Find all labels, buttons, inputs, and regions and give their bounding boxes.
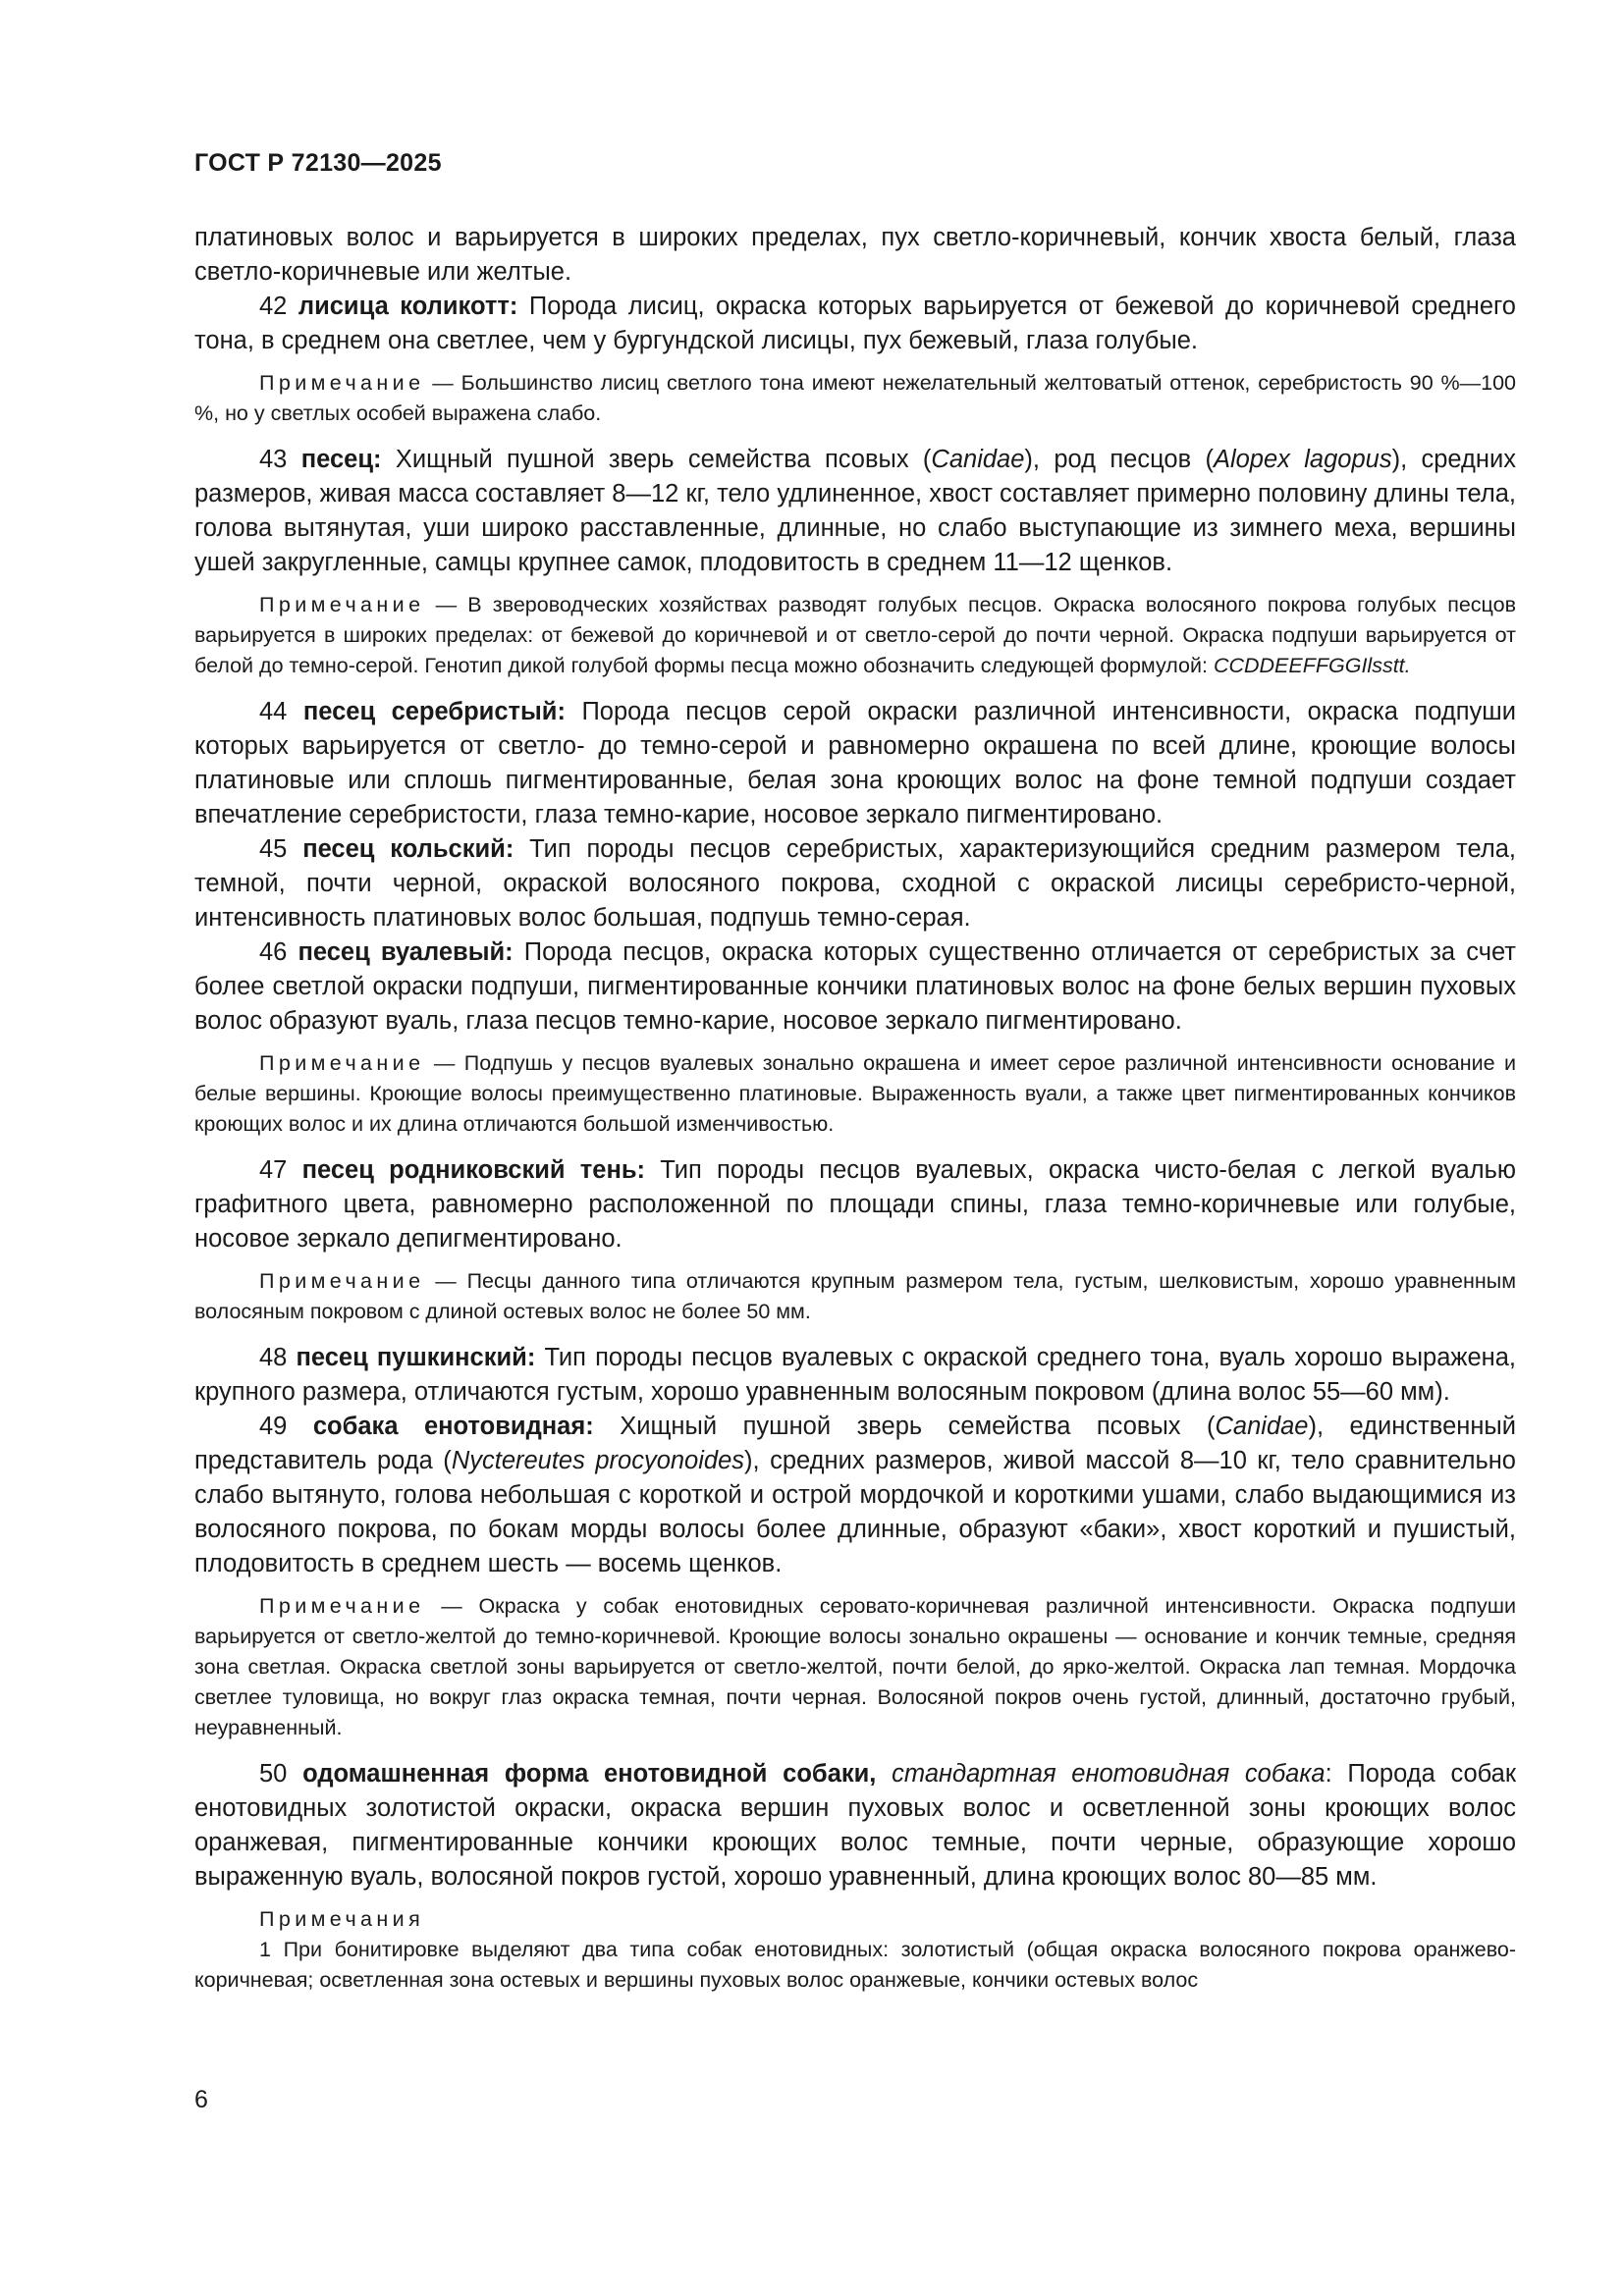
genotype-formula: CCDDEEFFGGIlsstt. <box>1213 654 1411 677</box>
notes-heading <box>194 1904 1516 1935</box>
term-synonym: стандартная енотовидная собака <box>892 1760 1326 1788</box>
page-number: 6 <box>194 2086 208 2113</box>
note-text: В звероводческих хозяйствах разводят голубых песцов. Окраска волосяного покрова голубых песцов варьируется в широких пределах: от бежевой до коричневой и от светло-серой до почти черной. Окраска подпуши варьируется от белой до темно-серой. Генотип дикой голубой формы песца можно обозначить следующей формулой: <box>194 593 1516 677</box>
entry-number: 42 <box>259 293 288 320</box>
term-definition-part: Хищный пушной зверь семейства псовых ( <box>620 1413 1216 1440</box>
term-definition: Тип породы песцов вуалевых с окраской среднего тона, вуаль хорошо выражена, крупного размера, отличаются густым, хорошо уравненным волосяным покровом (длина волос 55—60 мм). <box>194 1344 1516 1406</box>
note-text: Песцы данного типа отличаются крупным размером тела, густым, шелковистым, хорошо уравненным волосяным покровом с длиной остевых волос не более 50 мм. <box>194 1269 1516 1323</box>
term-entry-44 <box>194 695 1516 832</box>
term-definition: Порода песцов, окраска которых существенно отличается от серебристых за счет более светлой окраски подпуши, пигментированные кончики платиновых волос на фоне белых вершин пуховых волос образуют вуаль, глаза песцов темно-карие, носовое зеркало пигментировано. <box>194 938 1516 1035</box>
note-43: Примечание — В звероводческих хозяйствах разводят голубых песцов. Окраска волосяного покрова голубых песцов варьируется в широких пределах: от бежевой до коричневой и от светло-серой до почти черной. Окраска подпуши варьируется от белой до темно-серой. Генотип дикой голубой формы песца можно обозначить следующей формулой: CCDDEEFFGGIlsstt. <box>194 593 1516 677</box>
term-definition: Тип породы песцов вуалевых, окраска чисто-белая с легкой вуалью графитного цвета, равномерно расположенной по площади спины, глаза темно-коричневые или голубые, носовое зеркало депигментировано. <box>194 1156 1517 1253</box>
term-definition-part: ), средних размеров, живой массой 8—10 кг, тело сравнительно слабо вытянуто, голова небольшая с короткой и острой мордочкой и короткими ушами, слабо выдающимися из волосяного покрова, по бокам морды волосы более длинные, образуют «баки», хвост короткий и пушистый, плодовитость в среднем шесть — восемь щенков. <box>194 1447 1516 1577</box>
note-label: Примечание <box>259 593 425 616</box>
entry-number: 49 <box>259 1413 288 1440</box>
term-name: песец кольский: <box>302 835 514 863</box>
term-name: песец: <box>300 446 382 473</box>
document-body <box>194 221 1516 1996</box>
term-definition: Порода лисиц, окраска которых варьируется от бежевой до коричневой среднего тона, в среднем она светлее, чем у бургундской лисицы, пух бежевый, глаза голубые. <box>194 293 1516 354</box>
entry-number: 44 <box>259 698 288 725</box>
term-entry-50: 50 одомашненная форма енотовидной собаки, стандартная енотовидная собака: Порода собак енотовидных золотистой окраски, окраска вершин пуховых волос и осветленной зоны кроющих волос оранжевая, пигментированные кончики кроющих волос темные, почти черные, образующие хорошо выраженную вуаль, волосяной покров густой, хорошо уравненный, длина кроющих волос 80—85 мм. <box>194 1760 1517 1891</box>
note-label: Примечание <box>259 1051 425 1075</box>
term-definition-part: ), род песцов ( <box>1024 446 1214 473</box>
note-label: Примечание <box>259 1594 425 1618</box>
paragraph-continuation <box>194 221 1516 290</box>
note-text: Окраска у собак енотовидных серовато-коричневая различной интенсивности. Окраска подпуши варьируется от светло-желтой до темно-коричневой. Кроющие волосы зонально окрашены — основание и кончик темные, средняя зона светлая. Окраска светлой зоны варьируется от светло-желтой, почти белой, до ярко-желтой. Окраска лап темная. Мордочка светлее туловища, но вокруг глаз окраска темная, почти черная. Волосяной покров очень густой, длинный, достаточно грубый, неуравненный. <box>194 1594 1516 1739</box>
term-name: одомашненная форма енотовидной собаки, <box>302 1760 877 1788</box>
term-name: песец серебристый: <box>302 698 566 725</box>
term-definition: Тип породы песцов серебристых, характеризующийся средним размером тела, темной, почти черной, окраской волосяного покрова, сходной с окраской лисицы серебристо-черной, интенсивность платиновых волос большая, подпушь темно-серая. <box>194 835 1516 932</box>
note-label: Примечание <box>259 371 425 395</box>
note-text: Большинство лисиц светлого тона имеют нежелательный желтоватый оттенок, серебристость 90 %—100 %, но у светлых особей выражена слабо. <box>194 371 1517 425</box>
term-entry-46 <box>194 935 1516 1039</box>
entry-number: 45 <box>259 835 288 863</box>
latin-name: Canidae <box>931 446 1025 473</box>
term-name: собака енотовидная: <box>312 1413 594 1440</box>
term-name: песец родниковский тень: <box>301 1156 646 1184</box>
latin-name: Nyctereutes procyonoides <box>451 1447 745 1474</box>
note-42: Примечание — Большинство лисиц светлого тона имеют нежелательный желтоватый оттенок, серебристость 90 %—100 %, но у светлых особей выражена слабо. <box>194 371 1517 425</box>
term-definition: Порода собак енотовидных золотистой окраски, окраска вершин пуховых волос и осветленной зоны кроющих волос оранжевая, пигментированные кончики кроющих волос темные, почти черные, образующие хорошо выраженную вуаль, волосяной покров густой, хорошо уравненный, длина кроющих волос 80—85 мм. <box>194 1760 1517 1891</box>
latin-name: Alopex lagopus <box>1213 446 1392 473</box>
term-definition: Порода песцов серой окраски различной интенсивности, окраска подпуши которых варьируется от светло- до темно-серой и равномерно окрашена по всей длине, кроющие волосы платиновые или сплошь пигментированные, белая зона кроющих волос на фоне темной подпуши создает впечатление серебристости, глаза темно-карие, носовое зеркало пигментировано. <box>194 698 1516 828</box>
entry-number: 48 <box>259 1344 288 1371</box>
entry-number: 50 <box>259 1760 288 1788</box>
latin-name: Canidae <box>1215 1413 1309 1440</box>
term-name: песец пушкинский: <box>296 1344 536 1371</box>
term-name: песец вуалевый: <box>298 938 514 966</box>
note-47: Примечание — Песцы данного типа отличаются крупным размером тела, густым, шелковистым, хорошо уравненным волосяным покровом с длиной остевых волос не более 50 мм. <box>194 1269 1516 1323</box>
document-code: ГОСТ Р 72130—2025 <box>194 149 442 177</box>
note-49: Примечание — Окраска у собак енотовидных серовато-коричневая различной интенсивности. Окраска подпуши варьируется от светло-желтой до темно-коричневой. Кроющие волосы зонально окрашены — основание и кончик темные, средняя зона светлая. Окраска светлой зоны варьируется от светло-желтой, почти белой, до ярко-желтой. Окраска лап темная. Мордочка светлее туловища, но вокруг глаз окраска темная, почти черная. Волосяной покров очень густой, длинный, достаточно грубый, неуравненный. <box>194 1594 1516 1739</box>
note-46: Примечание — Подпушь у песцов вуалевых зонально окрашена и имеет серое различной интенсивности основание и белые вершины. Кроющие волосы преимущественно платиновые. Выраженность вуали, а также цвет пигментированных кончиков кроющих волос и их длина отличаются большой изменчивостью. <box>194 1051 1516 1136</box>
note-item-number: 1 <box>259 1938 271 1961</box>
entry-number: 46 <box>259 938 288 966</box>
entry-number: 43 <box>259 446 288 473</box>
term-definition-part: ), средних размеров, живая масса составляет 8—12 кг, тело удлиненное, хвост составляет примерно половину длины тела, голова вытянутая, уши широко расставленные, длинные, но слабо выступающие из зимнего меха, вершины ушей закругленные, самцы крупнее самок, плодовитость в среднем 11—12 щенков. <box>194 446 1516 576</box>
entry-number: 47 <box>259 1156 288 1184</box>
note-item-text: При бонитировке выделяют два типа собак енотовидных: золотистый (общая окраска волосяного покрова оранжево-коричневая; осветленная зона остевых и вершины пуховых волос оранжевые, кончики остевых волос <box>194 1938 1516 1992</box>
term-entry-48 <box>194 1341 1516 1410</box>
note-text: Подпушь у песцов вуалевых зонально окрашена и имеет серое различной интенсивности основание и белые вершины. Кроющие волосы преимущественно платиновые. Выраженность вуали, а также цвет пигментированных кончиков кроющих волос и их длина отличаются большой изменчивостью. <box>194 1051 1516 1136</box>
note-label: Примечание <box>259 1269 425 1293</box>
term-entry-43 <box>194 443 1516 580</box>
note-item-1 <box>194 1935 1516 1996</box>
term-entry-45 <box>194 832 1516 935</box>
term-entry-49 <box>194 1410 1516 1581</box>
term-definition-part: ), единственный представитель рода ( <box>194 1413 1516 1474</box>
term-name: лисица коликотт: <box>298 293 518 320</box>
term-entry-42 <box>194 290 1516 358</box>
paragraph-text: платиновых волос и варьируется в широких пределах, пух светло-коричневый, кончик хвоста белый, глаза светло-коричневые или желтые. <box>194 224 1516 286</box>
term-definition-part: Хищный пушной зверь семейства псовых ( <box>395 446 932 473</box>
term-entry-47 <box>194 1153 1516 1256</box>
notes-heading-label: Примечания <box>259 1907 425 1931</box>
